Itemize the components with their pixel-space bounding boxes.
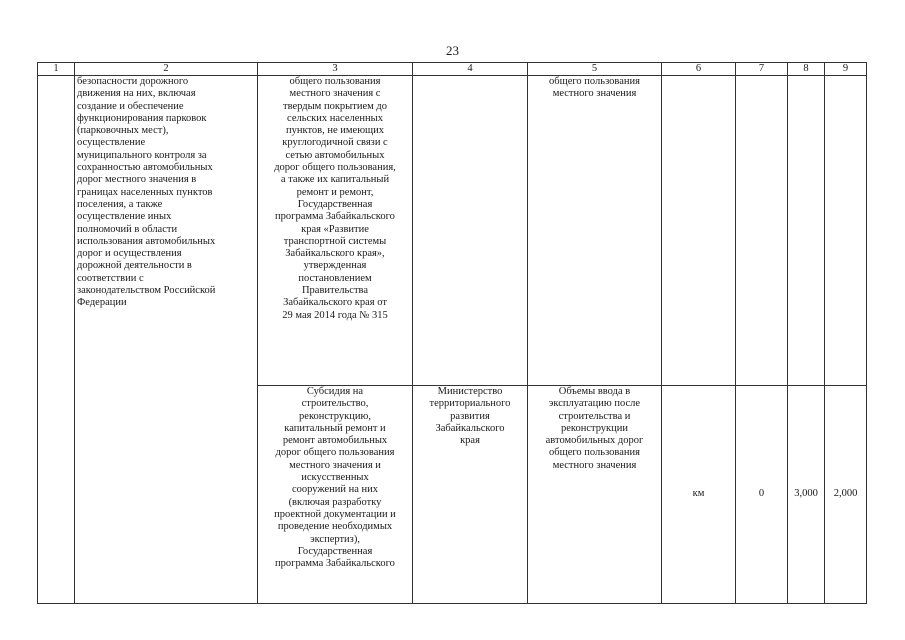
row2-col9-cell: 2,000	[825, 386, 867, 604]
table-row	[38, 76, 867, 386]
row1-col6-cell	[662, 76, 736, 386]
row2-col3-cell: Субсидия на строительство, реконструкцию, капитальный ремонт и ремонт автомобильных дорог общего пользования местного значения и искусственных сооружений на них (включая разработку проектной документации и проведение необходимых экспертиз), Государственная программа Забайкальского	[258, 386, 413, 604]
row2-col5-cell: Объемы ввода в эксплуатацию после строительства и реконструкции автомобильных дорог общего пользования местного значения	[528, 386, 662, 604]
header-cell-4: 4	[413, 63, 528, 76]
row1-col1-cell	[38, 76, 75, 604]
row1-col3-cell: общего пользования местного значения с твердым покрытием до сельских населенных пунктов, не имеющих круглогодичной связи с сетью автомобильных дорог общего пользования, а также их капитальный ремонт и ремонт, Государственная программа Забайкальского края «Развитие транспортной системы Забайкальского края», утвержденная постановлением Правительства Забайкальского края от 29 мая 2014 года № 315	[258, 76, 413, 386]
row2-col8-cell: 3,000	[788, 386, 825, 604]
row1-col7-cell	[736, 76, 788, 386]
header-cell-5: 5	[528, 63, 662, 76]
row1-col5-cell: общего пользования местного значения	[528, 76, 662, 386]
row2-col7-cell: 0	[736, 386, 788, 604]
header-cell-7: 7	[736, 63, 788, 76]
row2-col4-cell: Министерство территориального развития Забайкальского края	[413, 386, 528, 604]
header-cell-9: 9	[825, 63, 867, 76]
data-table	[37, 62, 867, 604]
header-cell-8: 8	[788, 63, 825, 76]
row1-col4-cell	[413, 76, 528, 386]
header-cell-1: 1	[38, 63, 75, 76]
header-row	[38, 63, 867, 76]
row1-col9-cell	[825, 76, 867, 386]
row2-col6-cell: км	[662, 386, 736, 604]
row1-col8-cell	[788, 76, 825, 386]
header-cell-2: 2	[75, 63, 258, 76]
row1-col2-cell: безопасности дорожного движения на них, включая создание и обеспечение функционирования парковок (парковочных мест), осуществление муниципального контроля за сохранностью автомобильных дорог местного значения в границах населенных пунктов поселения, а также осуществление иных полномочий в области использования автомобильных дорог и осуществления дорожной деятельности в соответствии с законодательством Российской Федерации	[75, 76, 258, 604]
page-number: 23	[446, 43, 459, 58]
header-cell-3: 3	[258, 63, 413, 76]
header-cell-6: 6	[662, 63, 736, 76]
